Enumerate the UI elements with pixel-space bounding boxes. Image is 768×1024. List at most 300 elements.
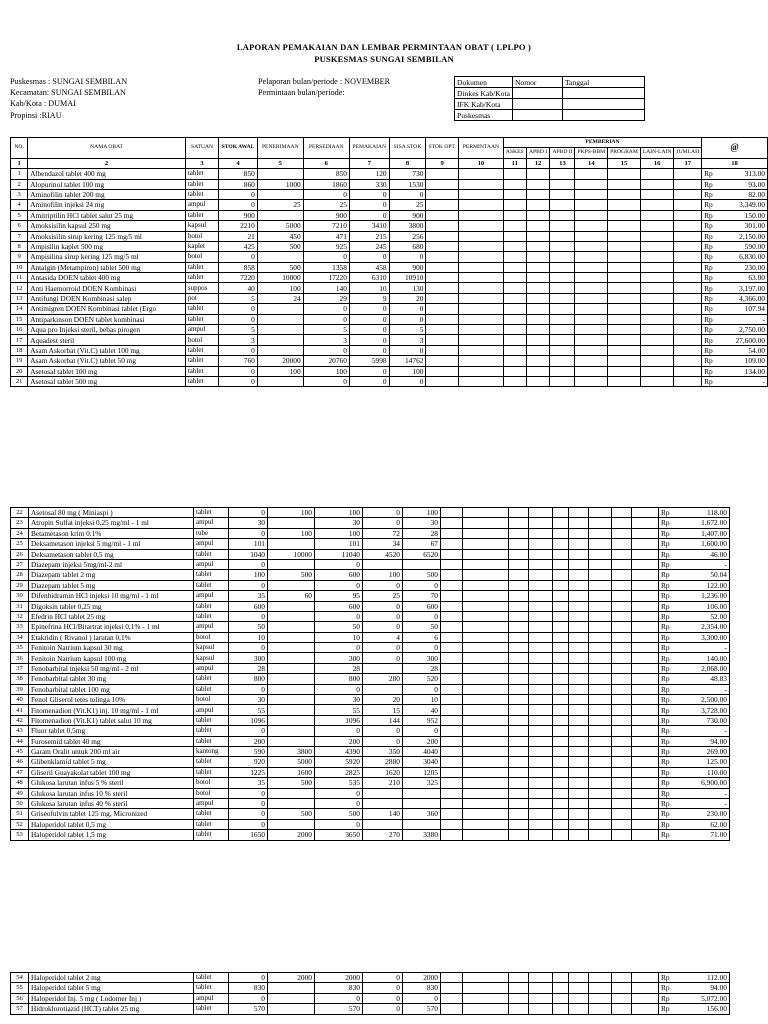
- pemakaian: 0: [363, 601, 403, 611]
- doc-cell: IFK Kab/Kota: [455, 99, 513, 110]
- empty-cell: [509, 653, 529, 663]
- currency: Rp: [659, 591, 685, 601]
- empty-cell: [612, 508, 632, 518]
- sisa-stok: 100: [389, 366, 426, 376]
- pemakaian: 215: [349, 231, 389, 241]
- empty-cell: [674, 262, 702, 272]
- empty-cell: [526, 200, 550, 210]
- drug-name: Asetosal tablet 500 mg: [28, 376, 186, 386]
- empty-cell: [569, 643, 589, 653]
- empty-cell: [503, 241, 526, 251]
- empty-cell: [526, 189, 550, 199]
- empty-cell: [612, 715, 632, 725]
- row-number: 5: [11, 210, 28, 220]
- stok-awal: 800: [229, 674, 268, 684]
- stok-awal: 2210: [219, 221, 258, 231]
- empty-cell: [463, 715, 509, 725]
- row-number: 49: [11, 788, 29, 798]
- table-row: [11, 570, 730, 580]
- empty-cell: [529, 643, 553, 653]
- empty-cell: [589, 746, 612, 756]
- pemakaian: 10: [349, 283, 389, 293]
- drug-name: Deksametason tablet 0,5 mg: [29, 549, 194, 559]
- currency: Rp: [702, 179, 725, 189]
- empty-cell: [575, 169, 608, 179]
- header-pkps: PKPS-BBM: [575, 148, 608, 158]
- empty-cell: [509, 757, 529, 767]
- unit: pot: [185, 293, 218, 303]
- unit: tablet: [194, 674, 229, 684]
- empty-cell: [441, 809, 463, 819]
- table-row: [11, 210, 768, 220]
- empty-cell: [674, 241, 702, 251]
- drug-name: Asetosal 80 mg ( Miniaspi ): [29, 508, 194, 518]
- empty-cell: [632, 746, 659, 756]
- drug-name: Hidroklorotiazid (HCT) tablet 25 mg: [29, 1004, 194, 1014]
- header-apbd2: APBD II: [550, 148, 575, 158]
- empty-cell: [529, 663, 553, 673]
- empty-cell: [569, 830, 589, 840]
- penerimaan: [268, 788, 315, 798]
- empty-cell: [529, 611, 553, 621]
- persediaan: 17220: [303, 273, 349, 283]
- empty-cell: [632, 715, 659, 725]
- empty-cell: [569, 674, 589, 684]
- empty-cell: [441, 788, 463, 798]
- empty-cell: [632, 736, 659, 746]
- empty-cell: [608, 283, 641, 293]
- unit-price: -: [725, 314, 768, 324]
- empty-cell: [640, 304, 674, 314]
- empty-cell: [529, 518, 553, 528]
- currency: Rp: [702, 252, 725, 262]
- sisa-stok: 28: [403, 663, 441, 673]
- empty-cell: [426, 169, 458, 179]
- empty-cell: [608, 252, 641, 262]
- empty-cell: [589, 705, 612, 715]
- row-number: 57: [11, 1004, 29, 1014]
- empty-cell: [589, 632, 612, 642]
- persediaan: 0: [303, 376, 349, 386]
- unit: tube: [194, 528, 229, 538]
- column-number: 12: [526, 158, 550, 168]
- empty-cell: [441, 674, 463, 684]
- sisa-stok: 730: [389, 169, 426, 179]
- empty-cell: [553, 643, 569, 653]
- row-number: 27: [11, 559, 29, 569]
- empty-cell: [612, 570, 632, 580]
- empty-cell: [589, 591, 612, 601]
- row-number: 53: [11, 830, 29, 840]
- empty-cell: [612, 993, 632, 1003]
- sisa-stok: 0: [403, 726, 441, 736]
- empty-cell: [575, 325, 608, 335]
- persediaan: 7210: [303, 221, 349, 231]
- unit-price: 107.94: [725, 304, 768, 314]
- unit-price: 93.00: [725, 179, 768, 189]
- drug-name: Betametason krim 0.1%: [29, 528, 194, 538]
- pemakaian: 0: [363, 622, 403, 632]
- empty-cell: [441, 726, 463, 736]
- empty-cell: [529, 591, 553, 601]
- currency: Rp: [659, 684, 685, 694]
- drug-name: Griseofulvin tablet 125 mg, Micronized: [29, 809, 194, 819]
- empty-cell: [463, 973, 509, 983]
- penerimaan: [268, 726, 315, 736]
- empty-cell: [608, 335, 641, 345]
- persediaan: 100: [315, 508, 363, 518]
- empty-cell: [553, 983, 569, 993]
- empty-cell: [569, 788, 589, 798]
- stok-awal: 5: [219, 325, 258, 335]
- persediaan: 0: [315, 819, 363, 829]
- unit-price: 3,349.00: [725, 200, 768, 210]
- empty-cell: [441, 830, 463, 840]
- stok-awal: 858: [219, 262, 258, 272]
- empty-cell: [509, 819, 529, 829]
- unit-price: 2,150.00: [725, 231, 768, 241]
- persediaan: 5: [303, 325, 349, 335]
- row-number: 36: [11, 653, 29, 663]
- empty-cell: [589, 973, 612, 983]
- pemakaian: 0: [349, 200, 389, 210]
- stok-awal: 0: [229, 684, 268, 694]
- header-apbd1: APBD I: [526, 148, 550, 158]
- empty-cell: [553, 715, 569, 725]
- empty-cell: [589, 570, 612, 580]
- sisa-stok: 10: [403, 695, 441, 705]
- empty-cell: [463, 528, 509, 538]
- empty-cell: [553, 1004, 569, 1014]
- table-row: [11, 273, 768, 283]
- empty-cell: [529, 1004, 553, 1014]
- empty-cell: [529, 622, 553, 632]
- empty-cell: [612, 580, 632, 590]
- currency: Rp: [659, 632, 685, 642]
- empty-cell: [550, 283, 575, 293]
- drug-name: Antasida DOEN tablet 400 mg: [28, 273, 186, 283]
- drug-name: Diazepam tablet 2 mg: [29, 570, 194, 580]
- empty-cell: [553, 993, 569, 1003]
- empty-cell: [674, 273, 702, 283]
- sisa-stok: 40: [403, 705, 441, 715]
- empty-cell: [426, 273, 458, 283]
- unit: ampul: [194, 993, 229, 1003]
- empty-cell: [463, 767, 509, 777]
- currency: Rp: [659, 643, 685, 653]
- empty-cell: [463, 993, 509, 1003]
- drug-name: Haloperidol tablet 1,5 mg: [29, 830, 194, 840]
- empty-cell: [553, 798, 569, 808]
- row-number: 35: [11, 643, 29, 653]
- empty-cell: [608, 231, 641, 241]
- table-row: [11, 993, 730, 1003]
- empty-cell: [463, 622, 509, 632]
- empty-cell: [575, 231, 608, 241]
- persediaan: 28: [315, 663, 363, 673]
- table-row: [11, 643, 730, 653]
- pemakaian: 0: [349, 376, 389, 386]
- persediaan: 140: [303, 283, 349, 293]
- persediaan: 600: [315, 570, 363, 580]
- empty-cell: [612, 591, 632, 601]
- sisa-stok: 680: [389, 241, 426, 251]
- empty-cell: [458, 325, 503, 335]
- empty-cell: [441, 715, 463, 725]
- empty-cell: [575, 200, 608, 210]
- empty-cell: [529, 757, 553, 767]
- empty-cell: [632, 622, 659, 632]
- stok-awal: 35: [229, 778, 268, 788]
- empty-cell: [674, 231, 702, 241]
- empty-cell: [441, 778, 463, 788]
- drug-name: Anti Haemorroid DOEN Kombinasi: [28, 283, 186, 293]
- sisa-stok: 3800: [389, 221, 426, 231]
- unit-price: 3,197.00: [725, 283, 768, 293]
- empty-cell: [569, 518, 589, 528]
- persediaan: 100: [315, 528, 363, 538]
- unit-price: 3,300.00: [685, 632, 730, 642]
- empty-cell: [589, 663, 612, 673]
- empty-cell: [589, 539, 612, 549]
- empty-cell: [503, 189, 526, 199]
- empty-cell: [458, 241, 503, 251]
- currency: Rp: [659, 767, 685, 777]
- drug-name: Glukosa larutan infus 40 % steril: [29, 798, 194, 808]
- empty-cell: [550, 200, 575, 210]
- empty-cell: [553, 528, 569, 538]
- currency: Rp: [702, 241, 725, 251]
- unit-price: 301.00: [725, 221, 768, 231]
- pemakaian: 245: [349, 241, 389, 251]
- sisa-stok: 70: [403, 591, 441, 601]
- empty-cell: [509, 746, 529, 756]
- currency: Rp: [702, 273, 725, 283]
- pemakaian: 3410: [349, 221, 389, 231]
- unit-price: 63.00: [725, 273, 768, 283]
- empty-cell: [509, 518, 529, 528]
- unit: ampul: [194, 798, 229, 808]
- sisa-stok: 0: [389, 189, 426, 199]
- pemakaian: 0: [363, 653, 403, 663]
- empty-cell: [640, 366, 674, 376]
- empty-cell: [463, 653, 509, 663]
- currency: Rp: [702, 335, 725, 345]
- unit-price: 6,830.00: [725, 252, 768, 262]
- empty-cell: [569, 1004, 589, 1014]
- empty-cell: [553, 778, 569, 788]
- table-row: [11, 653, 730, 663]
- sisa-stok: [403, 559, 441, 569]
- empty-cell: [589, 653, 612, 663]
- empty-cell: [509, 611, 529, 621]
- empty-cell: [550, 262, 575, 272]
- empty-cell: [608, 169, 641, 179]
- empty-cell: [526, 325, 550, 335]
- sisa-stok: 10910: [389, 273, 426, 283]
- penerimaan: [268, 643, 315, 653]
- empty-cell: [509, 726, 529, 736]
- unit: ampul: [194, 539, 229, 549]
- drug-name: Haloperidol Inj. 5 mg ( Lodomer Inj ): [29, 993, 194, 1003]
- empty-cell: [426, 200, 458, 210]
- empty-cell: [463, 809, 509, 819]
- empty-cell: [526, 356, 550, 366]
- empty-cell: [503, 252, 526, 262]
- doc-row: [455, 77, 645, 88]
- empty-cell: [612, 788, 632, 798]
- empty-cell: [640, 169, 674, 179]
- unit-price: -: [685, 559, 730, 569]
- empty-cell: [526, 345, 550, 355]
- empty-cell: [589, 1004, 612, 1014]
- unit-price: 2,354.00: [685, 622, 730, 632]
- doc-cell: [562, 110, 644, 121]
- stok-awal: 1040: [229, 549, 268, 559]
- persediaan: 850: [303, 169, 349, 179]
- empty-cell: [426, 283, 458, 293]
- empty-cell: [612, 778, 632, 788]
- empty-cell: [426, 345, 458, 355]
- drug-name: Fenitoin Natrium kapsul 30 mg: [29, 643, 194, 653]
- empty-cell: [526, 252, 550, 262]
- doc-cell: [562, 88, 644, 99]
- penerimaan: [268, 611, 315, 621]
- column-number: 10: [458, 158, 503, 168]
- sisa-stok: 0: [403, 684, 441, 694]
- table-row: [11, 356, 768, 366]
- stok-awal: 0: [219, 314, 258, 324]
- stok-awal: 0: [229, 973, 268, 983]
- empty-cell: [529, 746, 553, 756]
- stok-awal: 0: [219, 252, 258, 262]
- empty-cell: [575, 366, 608, 376]
- empty-cell: [463, 830, 509, 840]
- empty-cell: [632, 973, 659, 983]
- row-number: 17: [11, 335, 28, 345]
- empty-cell: [674, 179, 702, 189]
- row-number: 11: [11, 273, 28, 283]
- doc-cell: [562, 99, 644, 110]
- currency: Rp: [702, 283, 725, 293]
- empty-cell: [550, 366, 575, 376]
- unit-price: 125.00: [685, 757, 730, 767]
- pemakaian: 6310: [349, 273, 389, 283]
- empty-cell: [509, 788, 529, 798]
- row-number: 3: [11, 189, 28, 199]
- empty-cell: [575, 252, 608, 262]
- empty-cell: [569, 528, 589, 538]
- unit: ampul: [194, 518, 229, 528]
- empty-cell: [441, 539, 463, 549]
- empty-cell: [640, 376, 674, 386]
- empty-cell: [509, 674, 529, 684]
- stok-awal: 1096: [229, 715, 268, 725]
- drug-name: Difenhidramin HCl injeksi 10 mg/ml - 1 ml: [29, 591, 194, 601]
- doc-cell: Nomor: [512, 77, 562, 88]
- sisa-stok: 3: [389, 335, 426, 345]
- persediaan: 5920: [315, 757, 363, 767]
- empty-cell: [550, 210, 575, 220]
- empty-cell: [569, 726, 589, 736]
- header-persediaan: PERSEDIAAN: [303, 138, 349, 159]
- empty-cell: [529, 973, 553, 983]
- empty-cell: [526, 179, 550, 189]
- penerimaan: [268, 601, 315, 611]
- table-row: [11, 798, 730, 808]
- penerimaan: [268, 580, 315, 590]
- empty-cell: [640, 200, 674, 210]
- row-number: 16: [11, 325, 28, 335]
- sisa-stok: 325: [403, 778, 441, 788]
- currency: Rp: [659, 746, 685, 756]
- drug-table-2: [10, 507, 730, 841]
- penerimaan: 500: [257, 262, 303, 272]
- unit: kapsul: [194, 643, 229, 653]
- unit: tablet: [185, 210, 218, 220]
- drug-name: Haloperidol tablet 5 mg: [29, 983, 194, 993]
- empty-cell: [426, 293, 458, 303]
- stok-awal: 0: [229, 809, 268, 819]
- empty-cell: [426, 231, 458, 241]
- empty-cell: [632, 809, 659, 819]
- penerimaan: 100: [257, 366, 303, 376]
- row-number: 18: [11, 345, 28, 355]
- unit-price: -: [685, 643, 730, 653]
- empty-cell: [441, 508, 463, 518]
- currency: Rp: [659, 788, 685, 798]
- pemakaian: 330: [349, 179, 389, 189]
- empty-cell: [526, 221, 550, 231]
- empty-cell: [608, 293, 641, 303]
- sisa-stok: 500: [403, 570, 441, 580]
- empty-cell: [553, 508, 569, 518]
- empty-cell: [632, 508, 659, 518]
- table-row: [11, 539, 730, 549]
- stok-awal: 850: [219, 169, 258, 179]
- column-number: 11: [503, 158, 526, 168]
- persediaan: 0: [315, 643, 363, 653]
- row-number: 40: [11, 695, 29, 705]
- unit: tablet: [185, 273, 218, 283]
- stok-awal: 570: [229, 1004, 268, 1014]
- penerimaan: [268, 736, 315, 746]
- header-askes: ASKES: [503, 148, 526, 158]
- stok-awal: 0: [229, 819, 268, 829]
- penerimaan: [268, 819, 315, 829]
- empty-cell: [550, 314, 575, 324]
- empty-cell: [569, 601, 589, 611]
- empty-cell: [550, 376, 575, 386]
- pemakaian: 9: [349, 293, 389, 303]
- empty-cell: [509, 809, 529, 819]
- pemakaian: 0: [363, 736, 403, 746]
- empty-cell: [441, 528, 463, 538]
- currency: Rp: [659, 622, 685, 632]
- pemakaian: 0: [363, 993, 403, 1003]
- drug-name: Glibenklamid tablet 5 mg: [29, 757, 194, 767]
- currency: Rp: [702, 189, 725, 199]
- currency: Rp: [659, 715, 685, 725]
- empty-cell: [463, 549, 509, 559]
- empty-cell: [526, 169, 550, 179]
- unit-price: 110.00: [685, 767, 730, 777]
- empty-cell: [509, 539, 529, 549]
- empty-cell: [589, 819, 612, 829]
- empty-cell: [589, 549, 612, 559]
- doc-row: [455, 99, 645, 110]
- sisa-stok: 3040: [403, 757, 441, 767]
